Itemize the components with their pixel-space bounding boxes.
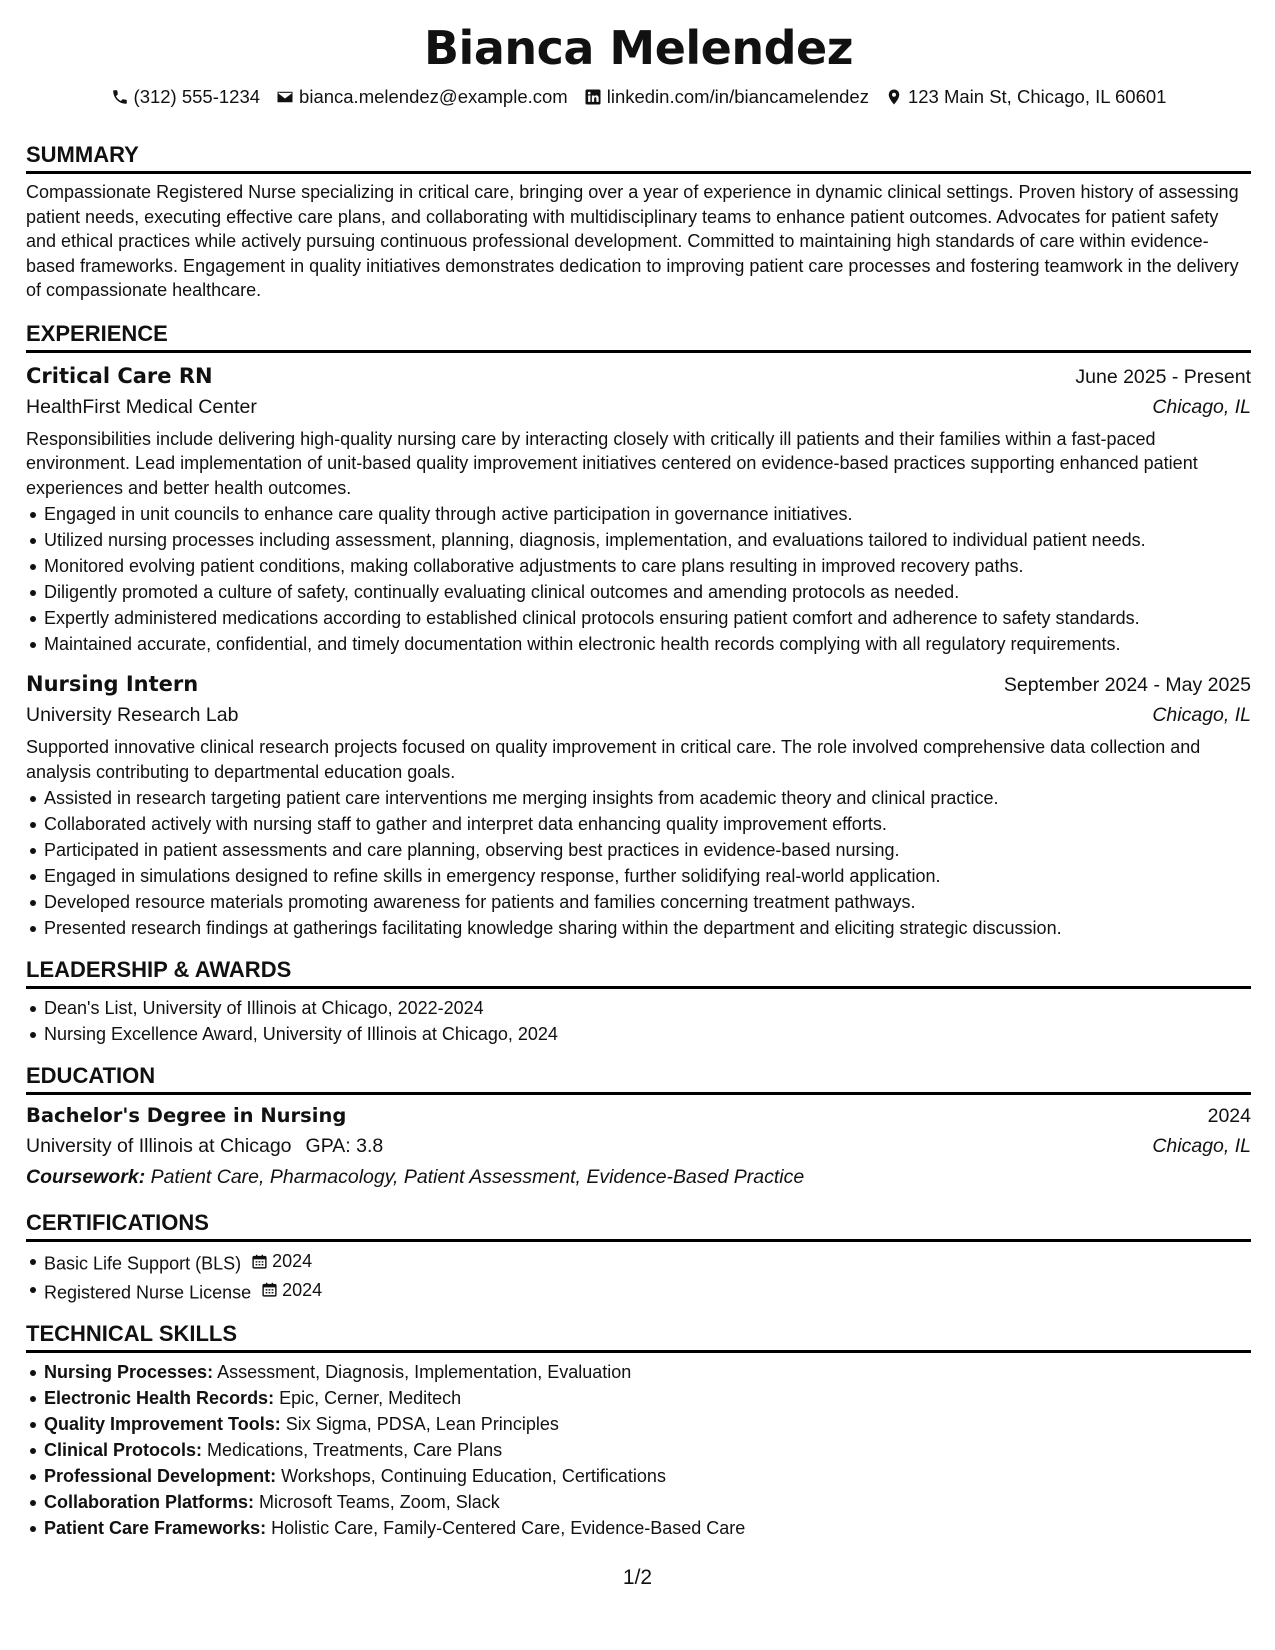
job-location: Chicago, IL: [1152, 704, 1251, 726]
certification-name: Basic Life Support (BLS): [44, 1253, 242, 1274]
skills-section: [26, 1319, 1251, 1541]
candidate-name: Bianca Melendez: [423, 21, 854, 75]
skill-label: Quality Improvement Tools:: [44, 1414, 281, 1434]
skill-label: Clinical Protocols:: [44, 1440, 203, 1460]
skill-value: Microsoft Teams, Zoom, Slack: [259, 1492, 500, 1512]
contact-phone[interactable]: [111, 84, 261, 110]
skill-value: Medications, Treatments, Care Plans: [207, 1440, 503, 1460]
certifications-list: [26, 1248, 1251, 1305]
list-item: Utilized nursing processes including assessment, planning, diagnosis, implementation, and evaluations tailored to individual patient needs.: [44, 527, 1251, 553]
education-section: [26, 1061, 1251, 1192]
skill-value: Holistic Care, Family-Centered Care, Evidence-Based Care: [271, 1518, 746, 1538]
envelope-icon: [276, 88, 294, 106]
skill-value: Epic, Cerner, Meditech: [279, 1388, 462, 1408]
graduation-year: 2024: [1207, 1105, 1251, 1127]
skill-value: Assessment, Diagnosis, Implementation, Evaluation: [217, 1362, 632, 1382]
linkedin-text: linkedin.com/in/biancamelendez: [606, 86, 869, 107]
degree-title: Bachelor's Degree in Nursing: [26, 1104, 347, 1127]
list-item: Collaborated actively with nursing staff to gather and interpret data enhancing quality improvement efforts.: [44, 811, 1251, 837]
certification-year-wrap: [251, 1248, 312, 1274]
school-location: Chicago, IL: [1152, 1135, 1251, 1157]
list-item: Nursing Excellence Award, University of Illinois at Chicago, 2024: [44, 1021, 1251, 1047]
section-title: CERTIFICATIONS: [26, 1208, 1251, 1242]
list-item: Participated in patient assessments and care planning, observing best practices in evidence-based nursing.: [44, 837, 1251, 863]
list-item: Expertly administered medications according to established clinical protocols ensuring patient comfort and adherence to safety standards.: [44, 605, 1251, 631]
list-item: Diligently promoted a culture of safety, continually evaluating clinical outcomes and amending protocols as needed.: [44, 579, 1251, 605]
email-text: bianca.melendez@example.com: [299, 86, 568, 107]
summary-section: [26, 140, 1251, 303]
list-item: [44, 1277, 1251, 1306]
list-item: [44, 1248, 1251, 1277]
section-title: EXPERIENCE: [26, 319, 1251, 353]
leadership-list: [26, 995, 1251, 1047]
skills-list: [26, 1359, 1251, 1541]
list-item: [44, 1489, 1251, 1515]
list-item: [44, 1359, 1251, 1385]
job-title: Critical Care RN: [26, 363, 213, 388]
skill-value: Workshops, Continuing Education, Certifications: [281, 1466, 666, 1486]
experience-section: [26, 319, 1251, 942]
contact-address: [885, 84, 1167, 110]
linkedin-icon: [584, 88, 602, 106]
job-location: Chicago, IL: [1152, 395, 1251, 418]
gpa: GPA: 3.8: [305, 1135, 384, 1157]
page-number: 1/2: [622, 1566, 653, 1589]
contact-email[interactable]: [276, 84, 568, 110]
job-entry: [26, 669, 1251, 941]
calendar-icon: [251, 1253, 268, 1270]
phone-icon: [111, 88, 129, 106]
section-title: TECHNICAL SKILLS: [26, 1319, 1251, 1353]
certifications-section: [26, 1208, 1251, 1305]
section-title: LEADERSHIP & AWARDS: [26, 955, 1251, 989]
contact-bar: [26, 84, 1251, 110]
phone-text: (312) 555-1234: [133, 86, 261, 107]
list-item: [44, 1437, 1251, 1463]
list-item: Dean's List, University of Illinois at Chicago, 2022-2024: [44, 995, 1251, 1021]
list-item: Assisted in research targeting patient care interventions me merging insights from academic theory and clinical practice.: [44, 785, 1251, 811]
list-item: [44, 1515, 1251, 1541]
skill-value: Six Sigma, PDSA, Lean Principles: [285, 1414, 559, 1434]
job-title: Nursing Intern: [26, 672, 199, 696]
job-dates: September 2024 - May 2025: [1003, 674, 1251, 696]
list-item: [44, 1385, 1251, 1411]
list-item: Monitored evolving patient conditions, making collaborative adjustments to care plans resulting in improved recovery paths.: [44, 553, 1251, 579]
school-line: [26, 1131, 383, 1162]
job-entry: [26, 361, 1251, 658]
coursework-label: Coursework:: [26, 1166, 146, 1188]
job-description: Responsibilities include delivering high-quality nursing care by interacting closely with critically ill patients and their families within a fast-paced environment. Lead implementation of unit-based quality improvement initiatives centered on evidence-based practices supporting enhanced patient experiences and better health outcomes.: [26, 428, 1198, 498]
list-item: Maintained accurate, confidential, and timely documentation within electronic health records complying with all regulatory requirements.: [44, 631, 1251, 657]
coursework-list: Patient Care, Pharmacology, Patient Assessment, Evidence-Based Practice: [150, 1166, 805, 1188]
list-item: Developed resource materials promoting awareness for patients and families concerning treatment pathways.: [44, 889, 1251, 915]
skill-label: Collaboration Platforms:: [44, 1492, 255, 1512]
contact-linkedin[interactable]: [584, 84, 869, 110]
certification-name: Registered Nurse License: [44, 1282, 252, 1302]
job-organization: University Research Lab: [26, 704, 239, 726]
skill-label: Electronic Health Records:: [44, 1388, 275, 1408]
job-bullets: [26, 785, 1251, 941]
address-text: 123 Main St, Chicago, IL 60601: [907, 86, 1167, 107]
resume-page: [26, 20, 1251, 1541]
list-item: [44, 1463, 1251, 1489]
job-bullets: [26, 501, 1251, 657]
list-item: Presented research findings at gatherings facilitating knowledge sharing within the department and eliciting strategic discussion.: [44, 915, 1251, 941]
leadership-section: [26, 955, 1251, 1047]
list-item: Engaged in simulations designed to refine skills in emergency response, further solidifying real-world application.: [44, 863, 1251, 889]
job-dates: June 2025 - Present: [1075, 365, 1251, 388]
coursework: [26, 1162, 1251, 1192]
section-title: SUMMARY: [26, 140, 1251, 174]
summary-text: Compassionate Registered Nurse specializing in critical care, bringing over a year of experience in dynamic clinical settings. Proven history of assessing patient needs, executing effective care plans, and collaborating with multidisciplinary teams to enhance patient outcomes. Advocates for patient safety and ethical practices while actively pursuing continuous professional development. Committed to maintaining high standards of care within evidence-based frameworks. Engagement in quality initiatives demonstrates dedication to improving patient care processes and fostering teamwork in the delivery of compassionate healthcare.: [26, 182, 1239, 300]
skill-label: Professional Development:: [44, 1466, 277, 1486]
calendar-icon: [261, 1281, 278, 1298]
certification-year-wrap: [261, 1277, 322, 1303]
section-title: EDUCATION: [26, 1061, 1251, 1095]
map-pin-icon: [885, 88, 903, 106]
job-organization: HealthFirst Medical Center: [26, 395, 257, 418]
list-item: Engaged in unit councils to enhance care quality through active participation in governance initiatives.: [44, 501, 1251, 527]
job-description: Supported innovative clinical research projects focused on quality improvement in critical care. The role involved comprehensive data collection and analysis contributing to departmental education goals.: [26, 737, 1201, 782]
list-item: [44, 1411, 1251, 1437]
skill-label: Nursing Processes:: [44, 1362, 214, 1382]
certification-year: 2024: [282, 1279, 323, 1300]
school-name: University of Illinois at Chicago: [26, 1135, 292, 1157]
certification-year: 2024: [272, 1251, 313, 1271]
skill-label: Patient Care Frameworks:: [44, 1518, 267, 1538]
